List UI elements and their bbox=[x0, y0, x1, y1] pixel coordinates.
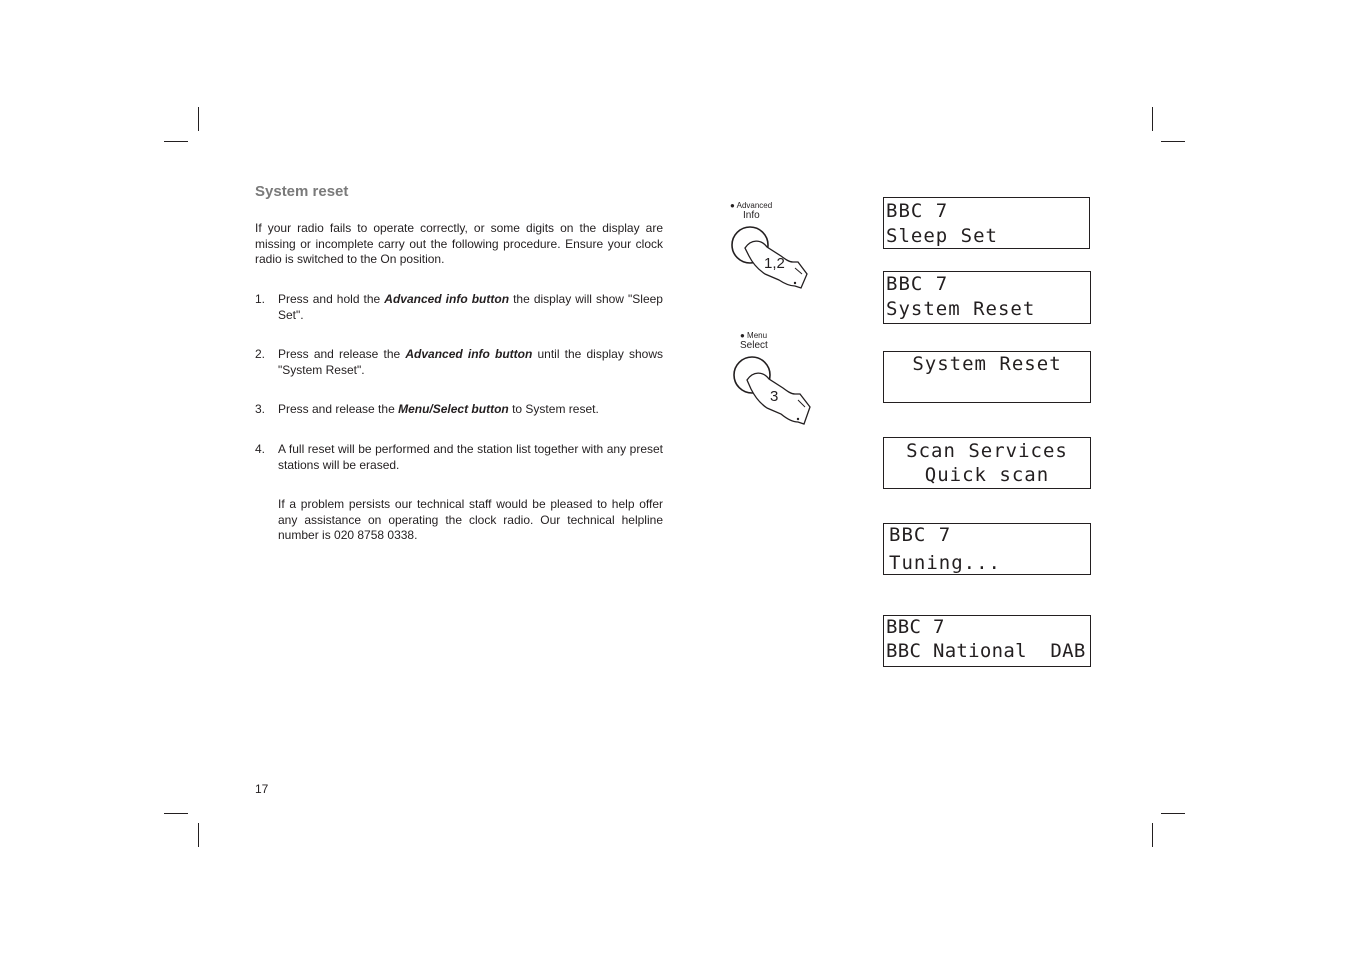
crop-mark bbox=[1152, 107, 1153, 131]
step-number: 1. bbox=[255, 292, 266, 306]
lcd-line-1: BBC 7 bbox=[889, 524, 952, 546]
step-4 bbox=[255, 442, 663, 473]
info-caption: Info bbox=[743, 210, 760, 221]
step-text: Press and hold the Advanced info button the display will show "Sleep Set". bbox=[278, 292, 663, 322]
lcd-line-2: BBC National DAB bbox=[886, 640, 1086, 662]
crop-mark bbox=[198, 823, 199, 847]
select-caption: Select bbox=[740, 340, 768, 351]
lcd-line-1: BBC 7 bbox=[886, 200, 949, 222]
lcd-display-system-reset-confirm bbox=[883, 351, 1091, 403]
crop-mark bbox=[1161, 141, 1185, 142]
lcd-line-1: Scan Services bbox=[906, 440, 1068, 462]
menu-caption: ● Menu bbox=[740, 331, 768, 340]
step-text: A full reset will be performed and the station list together with any preset stations will be erased. bbox=[278, 442, 663, 472]
lcd-line-2: Tuning... bbox=[889, 552, 1001, 574]
lcd-display-scan-services bbox=[883, 437, 1091, 489]
lcd-display-system-reset bbox=[883, 271, 1091, 324]
lcd-display-station bbox=[883, 615, 1091, 667]
lcd-line-1: BBC 7 bbox=[886, 273, 949, 295]
step-3 bbox=[255, 402, 663, 418]
lcd-display-tuning bbox=[883, 523, 1091, 575]
step-number: 4. bbox=[255, 442, 266, 456]
crop-mark bbox=[164, 141, 188, 142]
advanced-caption: ● Advanced bbox=[730, 201, 773, 210]
crop-mark bbox=[1161, 813, 1185, 814]
crop-mark bbox=[164, 813, 188, 814]
helpline-note: If a problem persists our technical staff would be pleased to help offer any assistance on operating the clock radio. Our technical helpline number is 020 8758 0338. bbox=[278, 497, 663, 542]
step-number: 2. bbox=[255, 347, 266, 361]
lcd-line-2: Quick scan bbox=[924, 464, 1050, 486]
page-number: 17 bbox=[255, 782, 269, 796]
step-label-1-2: 1,2 bbox=[764, 255, 785, 272]
step-label-3: 3 bbox=[770, 388, 779, 405]
lcd-display-sleep-set bbox=[883, 197, 1090, 249]
step-2 bbox=[255, 347, 663, 378]
lcd-line-2: System Reset bbox=[886, 298, 1036, 320]
section-title: System reset bbox=[255, 183, 349, 200]
step-number: 3. bbox=[255, 402, 266, 416]
step-1 bbox=[255, 292, 663, 323]
crop-mark bbox=[1152, 823, 1153, 847]
lcd-line-2: Sleep Set bbox=[886, 225, 998, 247]
step-text: Press and release the Advanced info button until the display shows "System Reset". bbox=[278, 347, 664, 377]
intro-paragraph: If your radio fails to operate correctly, or some digits on the display are missing or incomplete carry out the following procedure. Ensure your clock radio is switched to the On position. bbox=[255, 221, 663, 266]
lcd-line-1: System Reset bbox=[912, 353, 1062, 375]
lcd-line-1: BBC 7 bbox=[886, 616, 945, 638]
crop-mark bbox=[198, 107, 199, 131]
step-text: Press and release the Menu/Select button to System reset. bbox=[278, 402, 599, 416]
